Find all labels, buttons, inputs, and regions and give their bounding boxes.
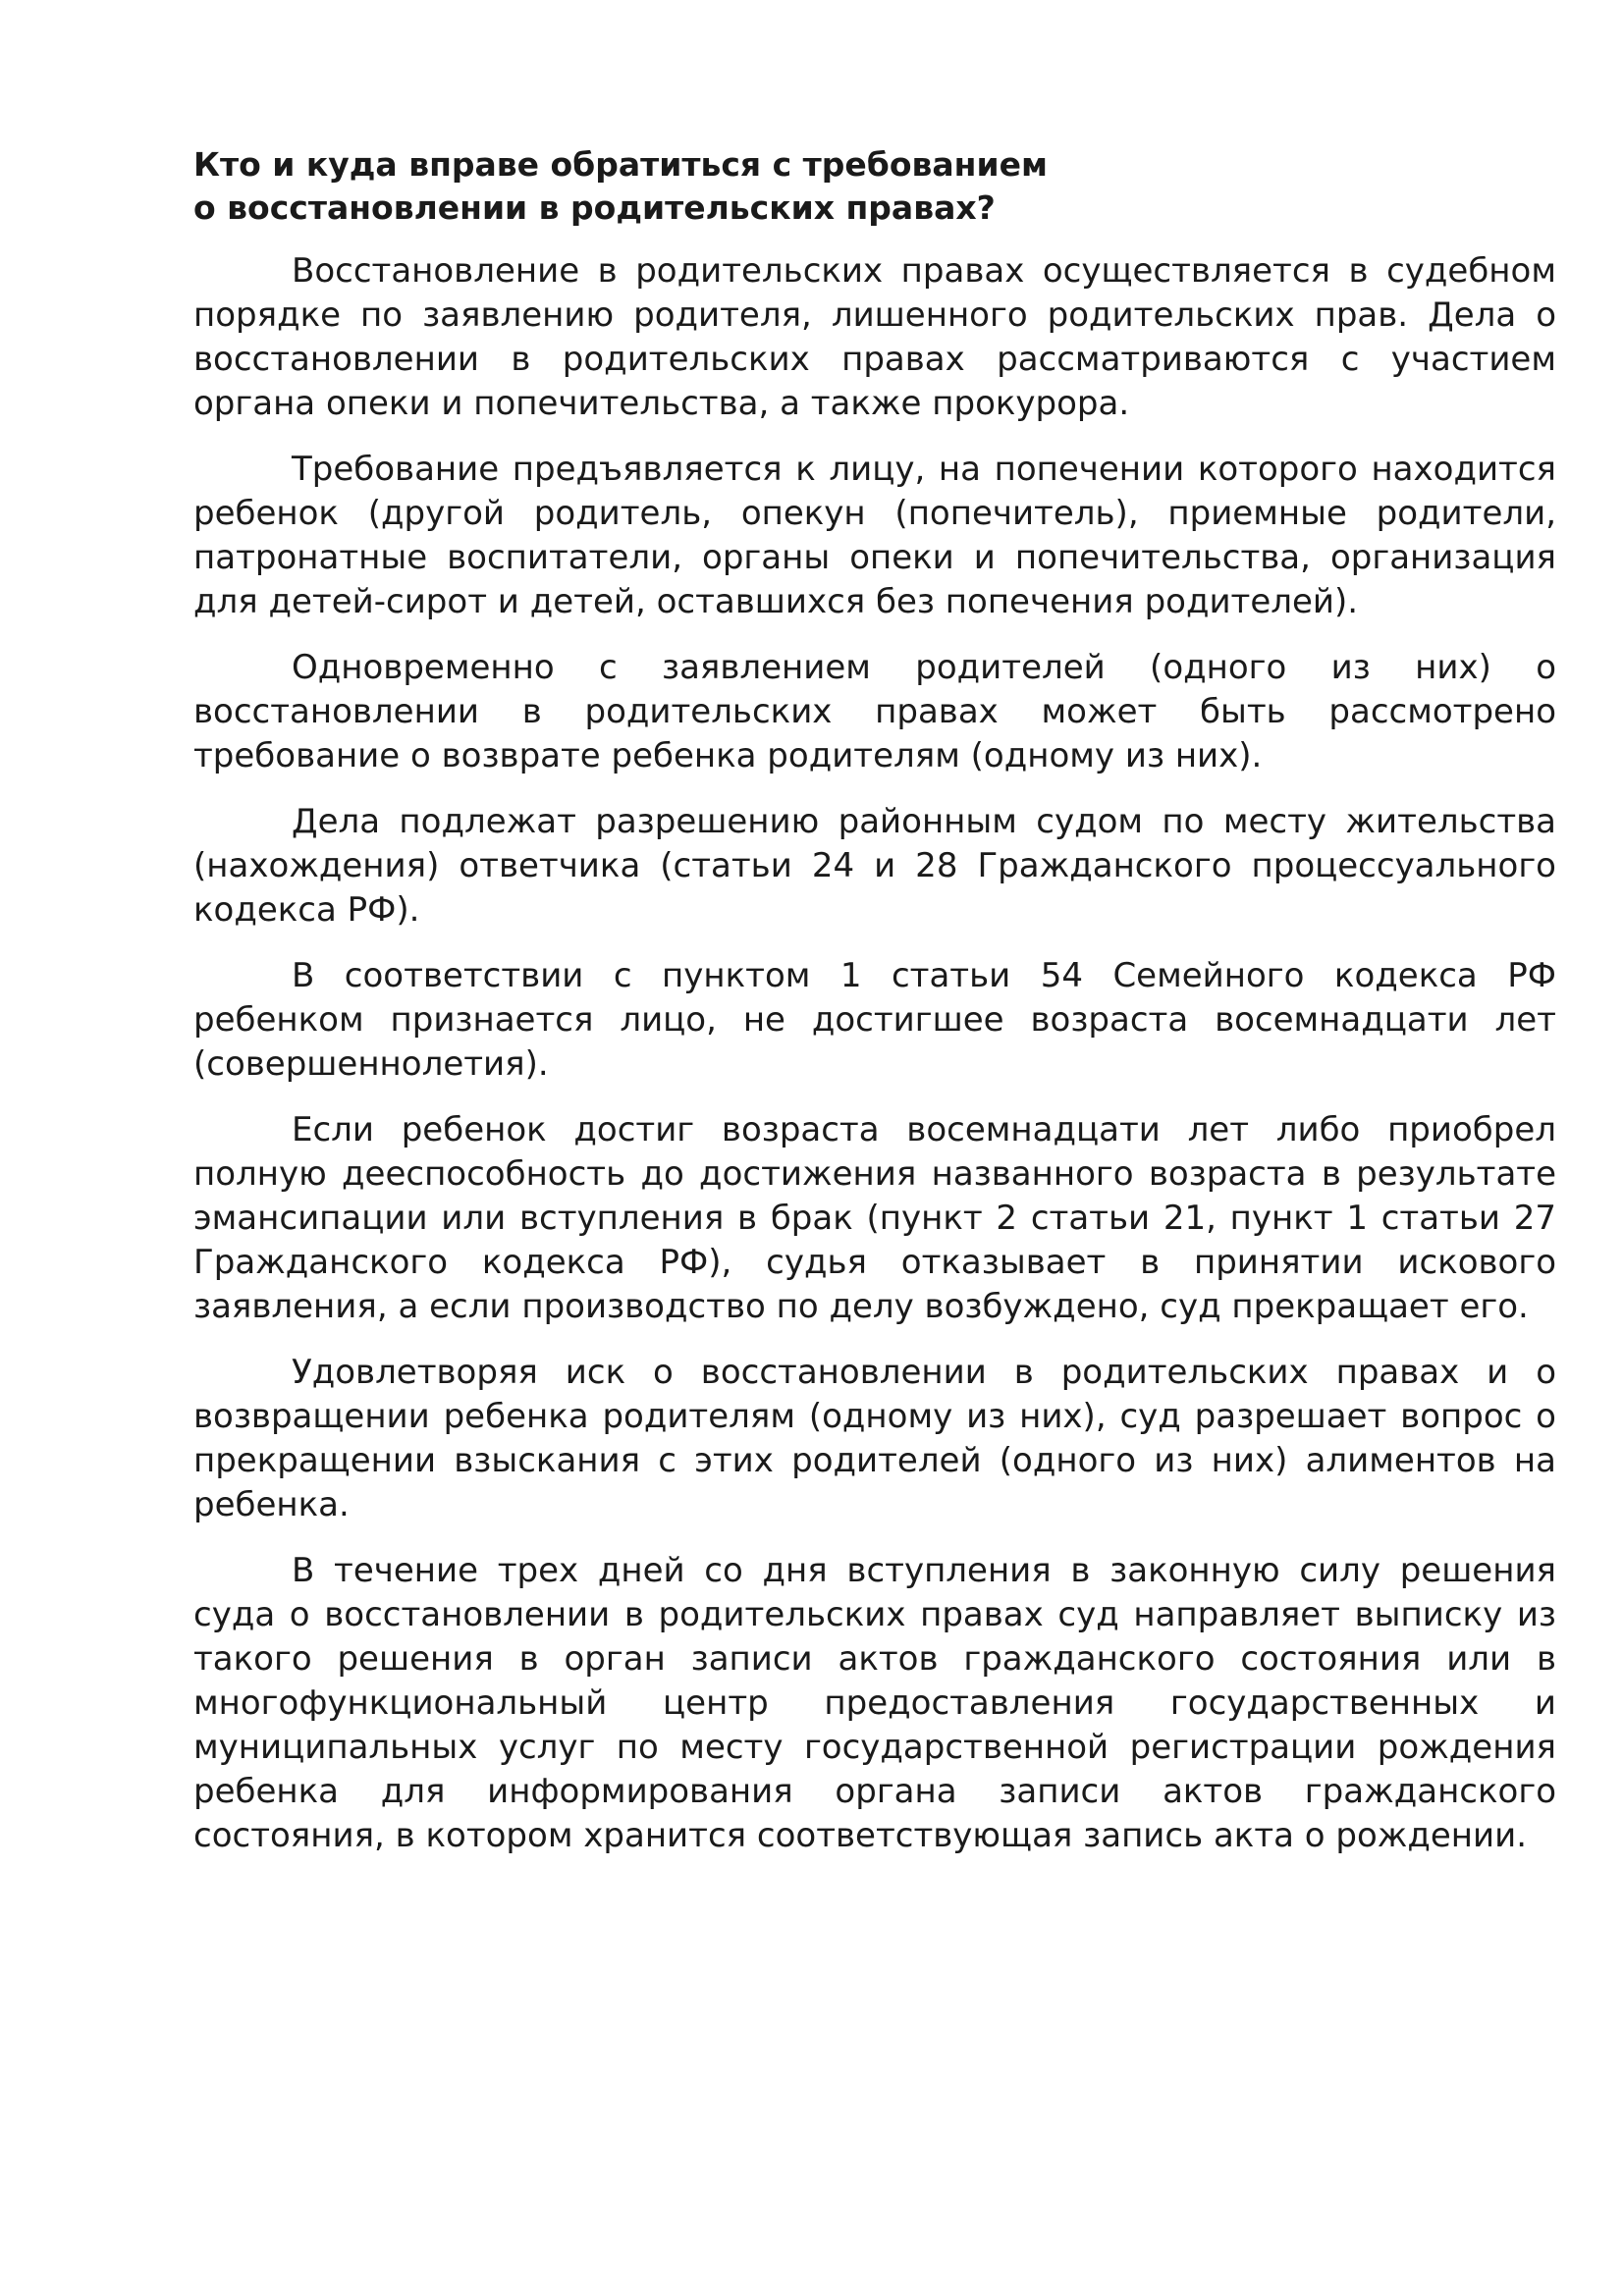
paragraph-5: В соответствии с пунктом 1 статьи 54 Семейного кодекса РФ ребенком признается лицо, не достигшее возраста восемнадцати лет (совершеннолетия). — [193, 956, 1556, 1084]
paragraph-1: Восстановление в родительских правах осуществляется в судебном порядке по заявлению родителя, лишенного родительских прав. Дела о восстановлении в родительских правах рассматриваются с участием органа опеки и попечительства, а также прокурора. — [193, 251, 1556, 423]
title-line-1: Кто и куда вправе обратиться с требованием — [193, 145, 1048, 184]
document-body — [193, 143, 1556, 1880]
paragraph-4: Дела подлежат разрешению районным судом по месту жительства (нахождения) ответчика (статьи 24 и 28 Гражданского процессуального кодекса РФ). — [193, 802, 1556, 930]
paragraph-2: Требование предъявляется к лицу, на попечении которого находится ребенок (другой родитель, опекун (попечитель), приемные родители, патронатные воспитатели, органы опеки и попечительства, организация для детей-сирот и детей, оставшихся без попечения родителей). — [193, 450, 1556, 621]
paragraph-3: Одновременно с заявлением родителей (одного из них) о восстановлении в родительских правах может быть рассмотрено требование о возврате ребенка родителям (одному из них). — [193, 648, 1556, 775]
title-line-2: о восстановлении в родительских правах? — [193, 188, 996, 227]
paragraph-7: Удовлетворяя иск о восстановлении в родительских правах и о возвращении ребенка родителям (одному из них), суд разрешает вопрос о прекращении взыскания с этих родителей (одного из них) алиментов на ребенка. — [193, 1353, 1556, 1524]
paragraph-6: Если ребенок достиг возраста восемнадцати лет либо приобрел полную дееспособность до достижения названного возраста в результате эмансипации или вступления в брак (пункт 2 статьи 21, пункт 1 статьи 27 Гражданского кодекса РФ), судья отказывает в принятии искового заявления, а если производство по делу возбуждено, суд прекращает его. — [193, 1110, 1556, 1326]
document-title — [193, 143, 1556, 230]
paragraph-8: В течение трех дней со дня вступления в законную силу решения суда о восстановлении в родительских правах суд направляет выписку из такого решения в орган записи актов гражданского состояния или в многофункциональный центр предоставления государственных и муниципальных услуг по месту государственной регистрации рождения ребенка для информирования органа записи актов гражданского состояния, в котором хранится соответствующая запись акта о рождении. — [193, 1551, 1556, 1855]
